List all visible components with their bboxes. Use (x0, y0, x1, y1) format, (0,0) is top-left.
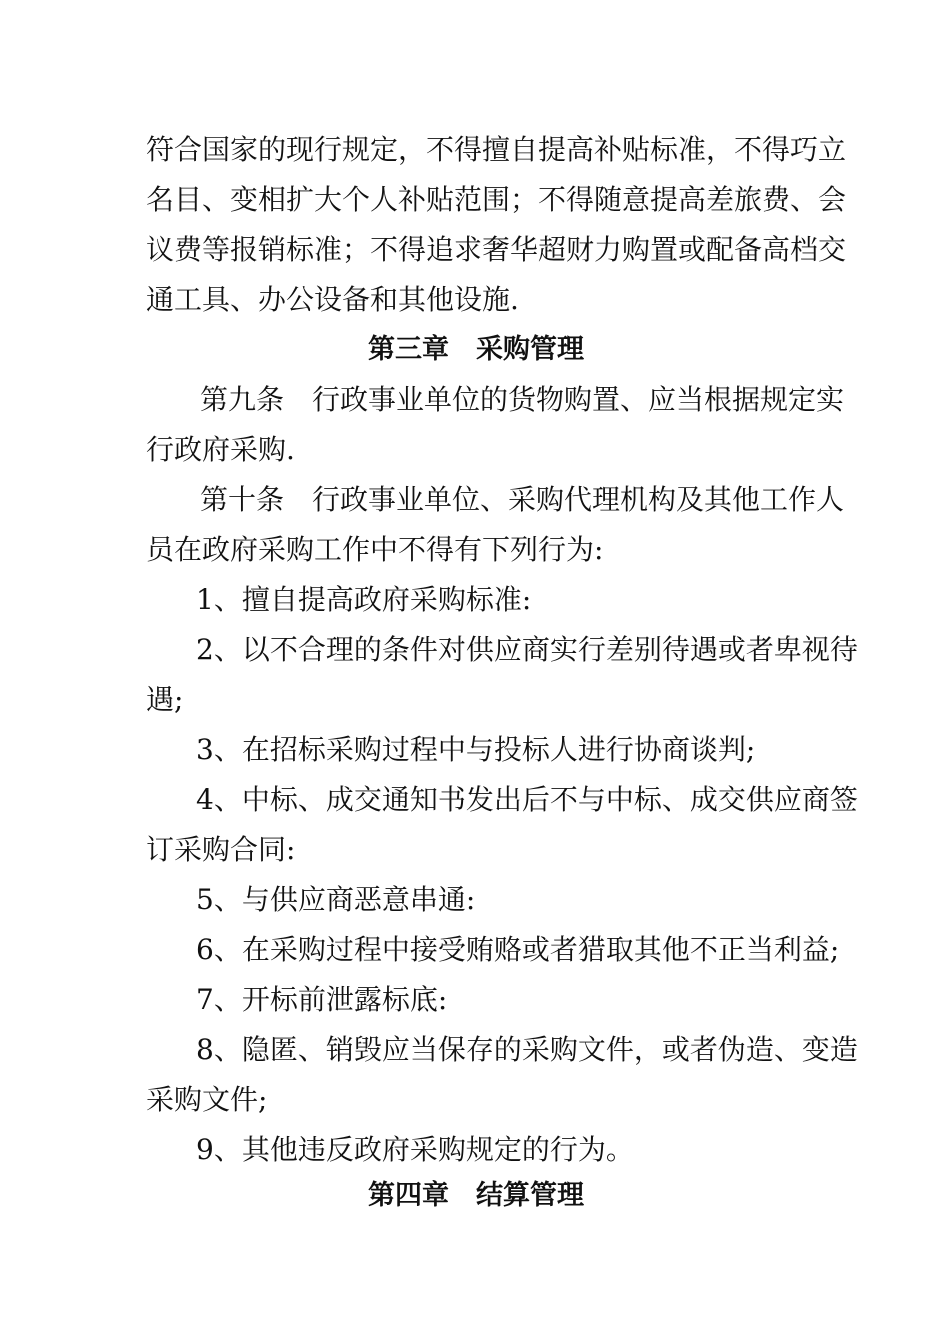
chapter-heading: 第四章 结算管理 (368, 1180, 584, 1211)
list-item: 7、开标前泄露标底: (196, 983, 448, 1016)
list-item: 3、在招标采购过程中与投标人进行协商谈判; (196, 733, 756, 766)
article-line: 员在政府采购工作中不得有下列行为: (146, 533, 604, 566)
list-item: 1、擅自提高政府采购标准: (196, 583, 532, 616)
list-item: 9、其他违反政府采购规定的行为。 (196, 1133, 634, 1166)
list-item: 5、与供应商恶意串通: (196, 883, 476, 916)
list-item: 2、以不合理的条件对供应商实行差别待遇或者卑视待 (196, 633, 858, 666)
paragraph-line: 符合国家的现行规定，不得擅自提高补贴标准，不得巧立 (146, 133, 847, 166)
paragraph-line: 名目、变相扩大个人补贴范围；不得随意提高差旅费、会 (146, 183, 847, 216)
paragraph-line: 通工具、办公设备和其他设施. (146, 283, 519, 316)
paragraph-line: 议费等报销标准；不得追求奢华超财力购置或配备高档交 (146, 233, 847, 266)
list-item: 订采购合同: (146, 833, 296, 866)
chapter-heading: 第三章 采购管理 (368, 334, 584, 365)
list-item: 4、中标、成交通知书发出后不与中标、成交供应商签 (196, 783, 858, 816)
list-item: 8、隐匿、销毁应当保存的采购文件，或者伪造、变造 (196, 1033, 858, 1066)
article-line: 第十条 行政事业单位、采购代理机构及其他工作人 (200, 483, 845, 516)
article-line: 行政府采购. (146, 433, 295, 466)
list-item: 6、在采购过程中接受贿赂或者猎取其他不正当利益; (196, 933, 840, 966)
article-line: 第九条 行政事业单位的货物购置、应当根据规定实 (200, 383, 845, 416)
list-item: 遇; (146, 683, 184, 716)
list-item: 采购文件; (146, 1083, 268, 1116)
